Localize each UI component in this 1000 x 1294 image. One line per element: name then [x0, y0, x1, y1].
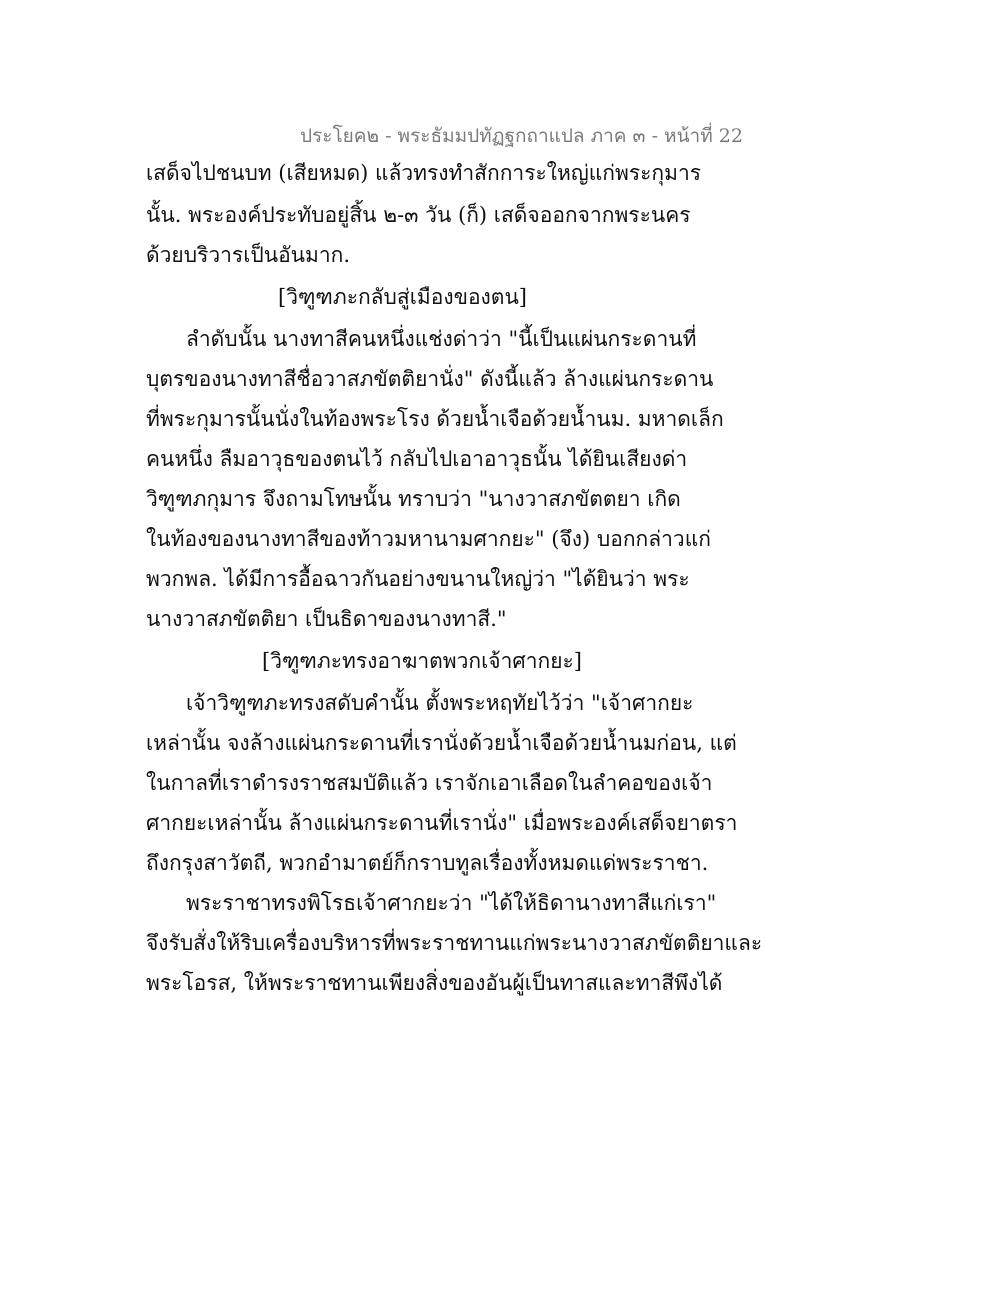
text-line: จึงรับสั่งให้ริบเครื่องบริหารที่พระราชทานแก่พระนางวาสภขัตติยาและ	[146, 931, 763, 955]
text-line: เสด็จไปชนบท (เสียหมด) แล้วทรงทำสักการะใหญ่แก่พระกุมาร	[146, 161, 702, 185]
text-line: นางวาสภขัตติยา เป็นธิดาของนางทาสี."	[146, 607, 507, 631]
text-line: พระราชาทรงพิโรธเจ้าศากยะว่า "ได้ให้ธิดานางทาสีแก่เรา"	[186, 891, 717, 915]
text-line: ถึงกรุงสาวัตถี, พวกอำมาตย์ก็กราบทูลเรื่องทั้งหมดแด่พระราชา.	[146, 851, 709, 875]
section-heading: [วิฑูฑภะทรงอาฆาตพวกเจ้าศากยะ]	[262, 649, 583, 673]
text-line: เหล่านั้น จงล้างแผ่นกระดานที่เรานั่งด้วยน้ำเจือด้วยน้ำนมก่อน, แต่	[146, 731, 737, 755]
text-line: เจ้าวิฑูฑภะทรงสดับคำนั้น ตั้งพระหฤทัยไว้ว่า "เจ้าศากยะ	[186, 691, 694, 715]
text-line: พวกพล. ได้มีการอื้อฉาวกันอย่างขนานใหญ่ว่า "ได้ยินว่า พระ	[146, 567, 690, 591]
running-header: ประโยค๒ - พระธัมมปทัฏฐกถาแปล ภาค ๓ - หน้าที่ 22	[300, 125, 743, 147]
text-line: ด้วยบริวารเป็นอันมาก.	[146, 243, 351, 267]
section-heading: [วิฑูฑภะกลับสู่เมืองของตน]	[278, 285, 527, 309]
text-line: ลำดับนั้น นางทาสีคนหนึ่งแช่งด่าว่า "นี้เป็นแผ่นกระดานที่	[186, 327, 697, 351]
text-line: ที่พระกุมารนั้นนั่งในท้องพระโรง ด้วยน้ำเจือด้วยน้ำนม. มหาดเล็ก	[146, 407, 724, 431]
text-line: พระโอรส, ให้พระราชทานเพียงสิ่งของอันผู้เป็นทาสและทาสีพึงได้	[146, 971, 723, 995]
text-line: ศากยะเหล่านั้น ล้างแผ่นกระดานที่เรานั่ง" เมื่อพระองค์เสด็จยาตรา	[146, 811, 738, 835]
text-line: วิฑูฑภกุมาร จึงถามโทษนั้น ทราบว่า "นางวาสภขัตตยา เกิด	[146, 487, 681, 511]
text-line: ในท้องของนางทาสีของท้าวมหานามศากยะ" (จึง) บอกกล่าวแก่	[146, 527, 711, 551]
text-line: บุตรของนางทาสีชื่อวาสภขัตติยานั่ง" ดังนี้แล้ว ล้างแผ่นกระดาน	[146, 367, 714, 391]
text-line: คนหนึ่ง ลืมอาวุธของตนไว้ กลับไปเอาอาวุธนั้น ได้ยินเสียงด่า	[146, 447, 688, 471]
text-line: ในกาลที่เราดำรงราชสมบัติแล้ว เราจักเอาเลือดในลำคอของเจ้า	[146, 771, 713, 795]
text-line: นั้น. พระองค์ประทับอยู่สิ้น ๒-๓ วัน (ก็) เสด็จออกจากพระนคร	[146, 203, 691, 227]
